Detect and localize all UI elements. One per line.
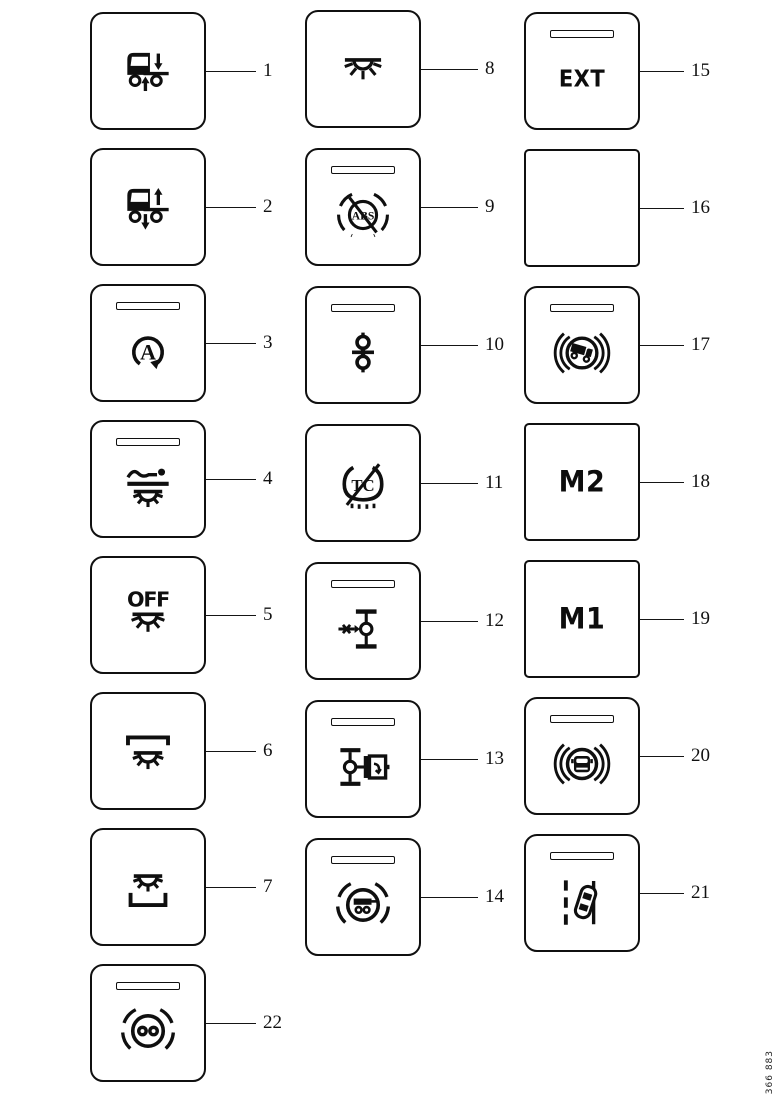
switch-button-16	[524, 149, 640, 267]
trailer-brake-icon	[332, 874, 394, 936]
catalog-item-3	[90, 284, 282, 402]
interaxle-diff-lock-icon	[332, 322, 394, 384]
item-number: 22	[263, 1012, 282, 1033]
switch-button-20	[524, 697, 640, 815]
indicator-slot	[550, 852, 614, 860]
button-glyph	[117, 1000, 179, 1062]
leader-line	[206, 207, 256, 208]
button-glyph	[332, 452, 394, 514]
diff-lock-disengage-icon	[332, 598, 394, 660]
wheel-brake-icon	[117, 1000, 179, 1062]
leader-line	[640, 208, 684, 209]
indicator-slot	[550, 304, 614, 312]
catalog-item-12	[305, 562, 504, 680]
interior-light-icon	[332, 38, 394, 100]
button-glyph	[559, 604, 606, 635]
button-glyph	[332, 184, 394, 246]
button-text: EXT	[558, 66, 606, 92]
switch-button-1	[90, 12, 206, 130]
button-glyph	[117, 856, 179, 918]
leader-line	[421, 759, 478, 760]
indicator-slot	[550, 30, 614, 38]
button-glyph	[551, 733, 613, 795]
item-number: 18	[691, 471, 710, 492]
leader-line	[640, 482, 684, 483]
switch-button-9	[305, 148, 421, 266]
leader-line	[421, 483, 478, 484]
item-number: 21	[691, 882, 710, 903]
indicator-slot	[116, 302, 180, 310]
button-glyph	[117, 584, 179, 646]
light-off-icon	[117, 584, 179, 646]
button-glyph	[559, 467, 606, 498]
step-light-icon	[117, 856, 179, 918]
button-glyph	[117, 456, 179, 518]
catalog-item-6	[90, 692, 282, 810]
leader-line	[421, 69, 478, 70]
switch-button-11	[305, 424, 421, 542]
column-1	[90, 12, 282, 1082]
catalog-item-1	[90, 12, 282, 130]
button-text: M2	[558, 465, 606, 499]
switch-button-21	[524, 834, 640, 952]
item-number: 17	[691, 334, 710, 355]
switch-button-2	[90, 148, 206, 266]
abs-off-icon	[332, 184, 394, 246]
leader-line	[640, 71, 684, 72]
leader-line	[206, 751, 256, 752]
indicator-slot	[550, 715, 614, 723]
button-glyph	[551, 322, 613, 384]
item-number: 16	[691, 197, 710, 218]
switch-button-13	[305, 700, 421, 818]
catalog-item-13	[305, 700, 504, 818]
catalog-item-17	[524, 286, 710, 404]
catalog-item-8	[305, 10, 504, 128]
leader-line	[640, 619, 684, 620]
bunk-light-icon	[117, 456, 179, 518]
leader-line	[206, 887, 256, 888]
switch-button-4	[90, 420, 206, 538]
catalog-item-15	[524, 12, 710, 130]
leader-line	[640, 756, 684, 757]
svg-text:OFF: OFF	[127, 587, 169, 612]
switch-button-14	[305, 838, 421, 956]
item-number: 7	[263, 876, 273, 897]
item-number: 4	[263, 468, 273, 489]
indicator-slot	[331, 166, 395, 174]
item-number: 8	[485, 58, 495, 79]
truck-level-raise-icon	[117, 176, 179, 238]
catalog-item-7	[90, 828, 282, 946]
button-glyph	[117, 40, 179, 102]
switch-button-12	[305, 562, 421, 680]
button-text: M1	[558, 602, 606, 636]
catalog-item-18	[524, 423, 710, 541]
switch-button-18	[524, 423, 640, 541]
item-number: 13	[485, 748, 504, 769]
switch-button-5	[90, 556, 206, 674]
item-number: 3	[263, 332, 273, 353]
leader-line	[421, 345, 478, 346]
item-number: 12	[485, 610, 504, 631]
indicator-slot	[116, 438, 180, 446]
button-glyph	[117, 320, 179, 382]
leader-line	[206, 479, 256, 480]
auto-circle-icon	[117, 320, 179, 382]
button-glyph	[117, 720, 179, 782]
catalog-item-9	[305, 148, 504, 266]
catalog-item-22	[90, 964, 282, 1082]
catalog-item-10	[305, 286, 504, 404]
indicator-slot	[331, 856, 395, 864]
catalog-item-21	[524, 834, 710, 952]
indicator-slot	[331, 580, 395, 588]
catalog-item-11	[305, 424, 504, 542]
switch-button-7	[90, 828, 206, 946]
item-number: 11	[485, 472, 504, 493]
leader-line	[421, 207, 478, 208]
svg-text:TC: TC	[351, 475, 375, 495]
traction-control-off-icon	[332, 452, 394, 514]
indicator-slot	[331, 718, 395, 726]
hill-brake-icon	[551, 322, 613, 384]
switch-button-10	[305, 286, 421, 404]
item-number: 10	[485, 334, 504, 355]
switch-button-19	[524, 560, 640, 678]
switch-button-8	[305, 10, 421, 128]
leader-line	[206, 615, 256, 616]
leader-line	[640, 345, 684, 346]
switch-button-15	[524, 12, 640, 130]
item-number: 5	[263, 604, 273, 625]
leader-line	[206, 1023, 256, 1024]
button-glyph	[332, 598, 394, 660]
emergency-brake-icon	[551, 733, 613, 795]
catalog-item-4	[90, 420, 282, 538]
item-number: 1	[263, 60, 273, 81]
button-glyph	[332, 874, 394, 936]
catalog-item-20	[524, 697, 710, 815]
item-number: 14	[485, 886, 504, 907]
svg-text:A: A	[140, 339, 156, 365]
button-glyph	[551, 870, 613, 932]
indicator-slot	[331, 304, 395, 312]
item-number: 15	[691, 60, 710, 81]
catalog-item-2	[90, 148, 282, 266]
catalog-item-5	[90, 556, 282, 674]
catalog-item-14	[305, 838, 504, 956]
switch-button-6	[90, 692, 206, 810]
power-take-off-icon	[332, 736, 394, 798]
button-glyph	[332, 322, 394, 384]
button-glyph	[117, 176, 179, 238]
leader-line	[206, 343, 256, 344]
leader-line	[206, 71, 256, 72]
item-number: 20	[691, 745, 710, 766]
switch-button-22	[90, 964, 206, 1082]
leader-line	[421, 621, 478, 622]
button-glyph	[332, 38, 394, 100]
leader-line	[421, 897, 478, 898]
indicator-slot	[116, 982, 180, 990]
item-number: 19	[691, 608, 710, 629]
switch-button-17	[524, 286, 640, 404]
catalog-item-19	[524, 560, 710, 678]
lane-departure-icon	[551, 870, 613, 932]
leader-line	[640, 893, 684, 894]
item-number: 6	[263, 740, 273, 761]
catalog-item-16	[524, 149, 710, 267]
button-glyph	[332, 736, 394, 798]
truck-level-lower-icon	[117, 40, 179, 102]
figure-code: 366 883	[765, 1049, 775, 1094]
svg-text:ABS: ABS	[351, 209, 375, 223]
column-3	[524, 12, 710, 952]
item-number: 2	[263, 196, 273, 217]
ceiling-light-icon	[117, 720, 179, 782]
item-number: 9	[485, 196, 495, 217]
button-glyph	[559, 67, 605, 91]
column-2	[305, 10, 504, 956]
switch-button-3	[90, 284, 206, 402]
